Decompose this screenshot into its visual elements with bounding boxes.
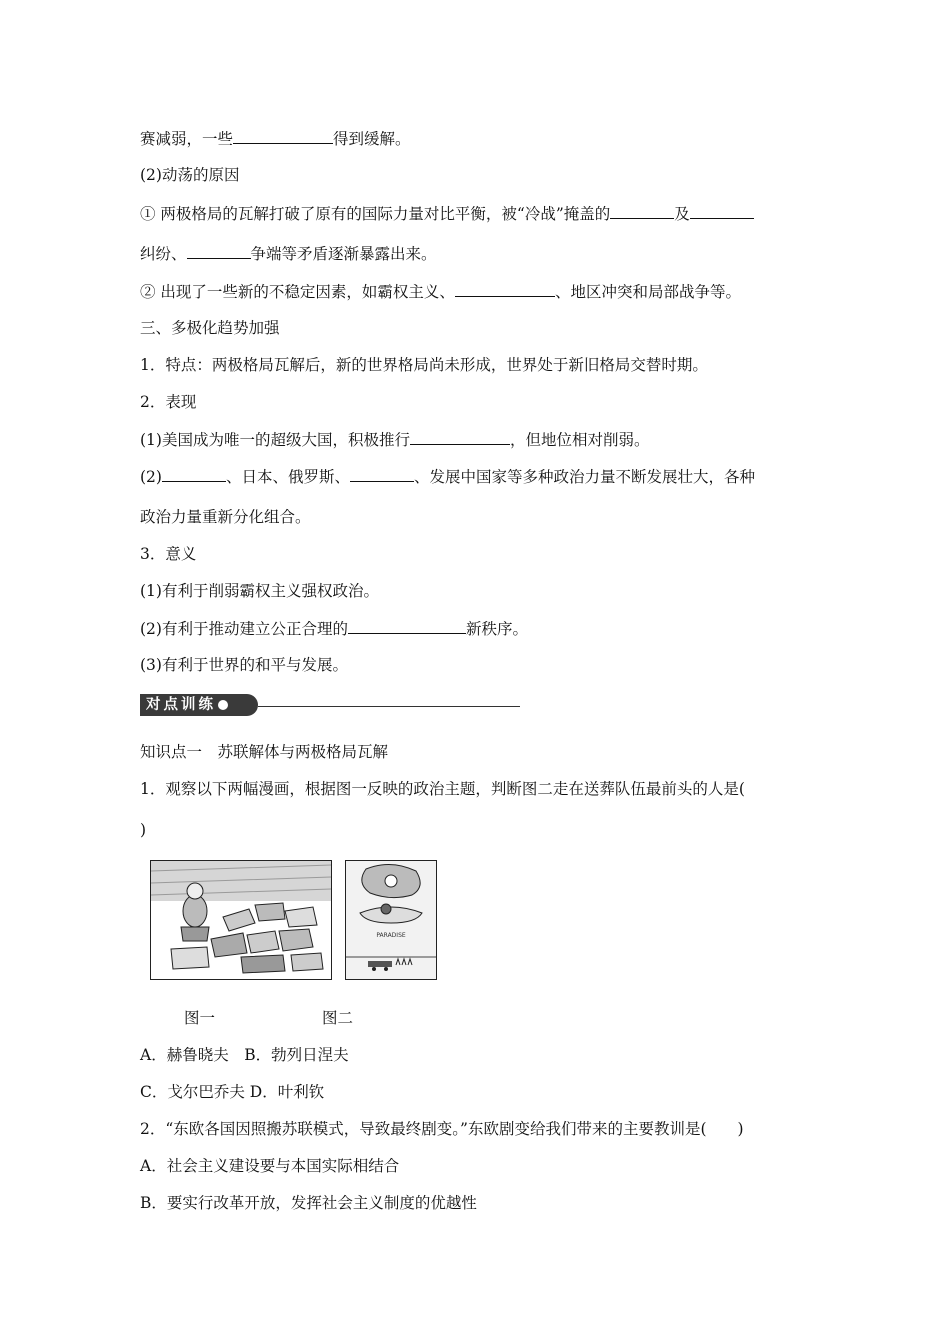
text: 、日本、俄罗斯、 (225, 468, 350, 486)
text-line (140, 203, 754, 224)
section-badge (140, 694, 258, 716)
text-line (140, 429, 649, 450)
text-line: 政治力量重新分化组合。 (140, 508, 311, 526)
fill-blank (162, 466, 226, 482)
fill-blank (690, 203, 754, 219)
question-1-close: ) (140, 821, 147, 839)
text: 、地区冲突和局部战争等。 (554, 283, 741, 301)
text: 赛减弱，一些 (140, 130, 234, 148)
text-line: 1．特点：两极格局瓦解后，新的世界格局尚未形成，世界处于新旧格局交替时期。 (140, 356, 708, 374)
fill-blank (610, 203, 674, 219)
text-line (140, 281, 741, 302)
question-2: 2．“东欧各国因照搬苏联模式，导致最终剧变。”东欧剧变给我们带来的主要教训是( ) (140, 1120, 744, 1138)
section-banner (140, 694, 520, 718)
question-2-option-a: A．社会主义建设要与本国实际相结合 (140, 1157, 400, 1175)
text: ① 两极格局的瓦解打破了原有的国际力量对比平衡，被“冷战”掩盖的 (140, 205, 611, 223)
question-1-options-cd: C．戈尔巴乔夫 D．叶利钦 (140, 1083, 325, 1101)
cartoon-figure-1 (150, 860, 332, 980)
fill-blank (350, 466, 414, 482)
text-line: (3)有利于世界的和平与发展。 (140, 656, 348, 674)
figure-1-caption: 图一 (184, 1009, 216, 1027)
text: 新秩序。 (465, 620, 528, 638)
text: (1)美国成为唯一的超级大国，积极推行 (140, 431, 410, 449)
question-1-options-ab: A．赫鲁晓夫 B．勃列日涅夫 (140, 1046, 349, 1064)
fill-blank (455, 281, 555, 297)
divider (258, 706, 520, 707)
text-line (140, 243, 437, 264)
question-2-option-b: B．要实行改革开放，发挥社会主义制度的优越性 (140, 1194, 477, 1212)
text: (2)有利于推动建立公正合理的 (140, 620, 348, 638)
badge-label: 对点训练 (146, 697, 216, 713)
text-line (140, 618, 528, 639)
dot-icon (218, 700, 228, 710)
cartoon-figure-2 (345, 860, 437, 980)
text: 争端等矛盾逐渐暴露出来。 (250, 245, 437, 263)
text: 、发展中国家等多种政治力量不断发展壮大，各种 (413, 468, 755, 486)
text: 得到缓解。 (333, 130, 411, 148)
text: ② 出现了一些新的不稳定因素，如霸权主义、 (140, 283, 455, 301)
text-line (140, 128, 411, 149)
text: 纠纷、 (140, 245, 187, 263)
question-1: 1．观察以下两幅漫画，根据图一反映的政治主题，判断图二走在送葬队伍最前头的人是( (140, 780, 745, 798)
text: 及 (674, 205, 690, 223)
subheading: 3．意义 (140, 545, 197, 563)
cartoon-2-caption: PARADISE (376, 932, 406, 939)
text: ，但地位相对削弱。 (509, 431, 650, 449)
knowledge-point-title: 知识点一 苏联解体与两极格局瓦解 (140, 743, 389, 761)
subheading: (2)动荡的原因 (140, 166, 240, 184)
text: (2) (140, 468, 162, 486)
section-heading: 三、多极化趋势加强 (140, 319, 280, 337)
subheading: 2．表现 (140, 393, 197, 411)
fill-blank (410, 429, 510, 445)
text-line: (1)有利于削弱霸权主义强权政治。 (140, 582, 379, 600)
figure-2-caption: 图二 (322, 1009, 354, 1027)
fill-blank (187, 243, 251, 259)
cartoon-2-drawing (346, 861, 436, 979)
fill-blank (348, 618, 466, 634)
text-line (140, 466, 755, 487)
cartoon-1-drawing (151, 861, 331, 979)
fill-blank (233, 128, 333, 144)
